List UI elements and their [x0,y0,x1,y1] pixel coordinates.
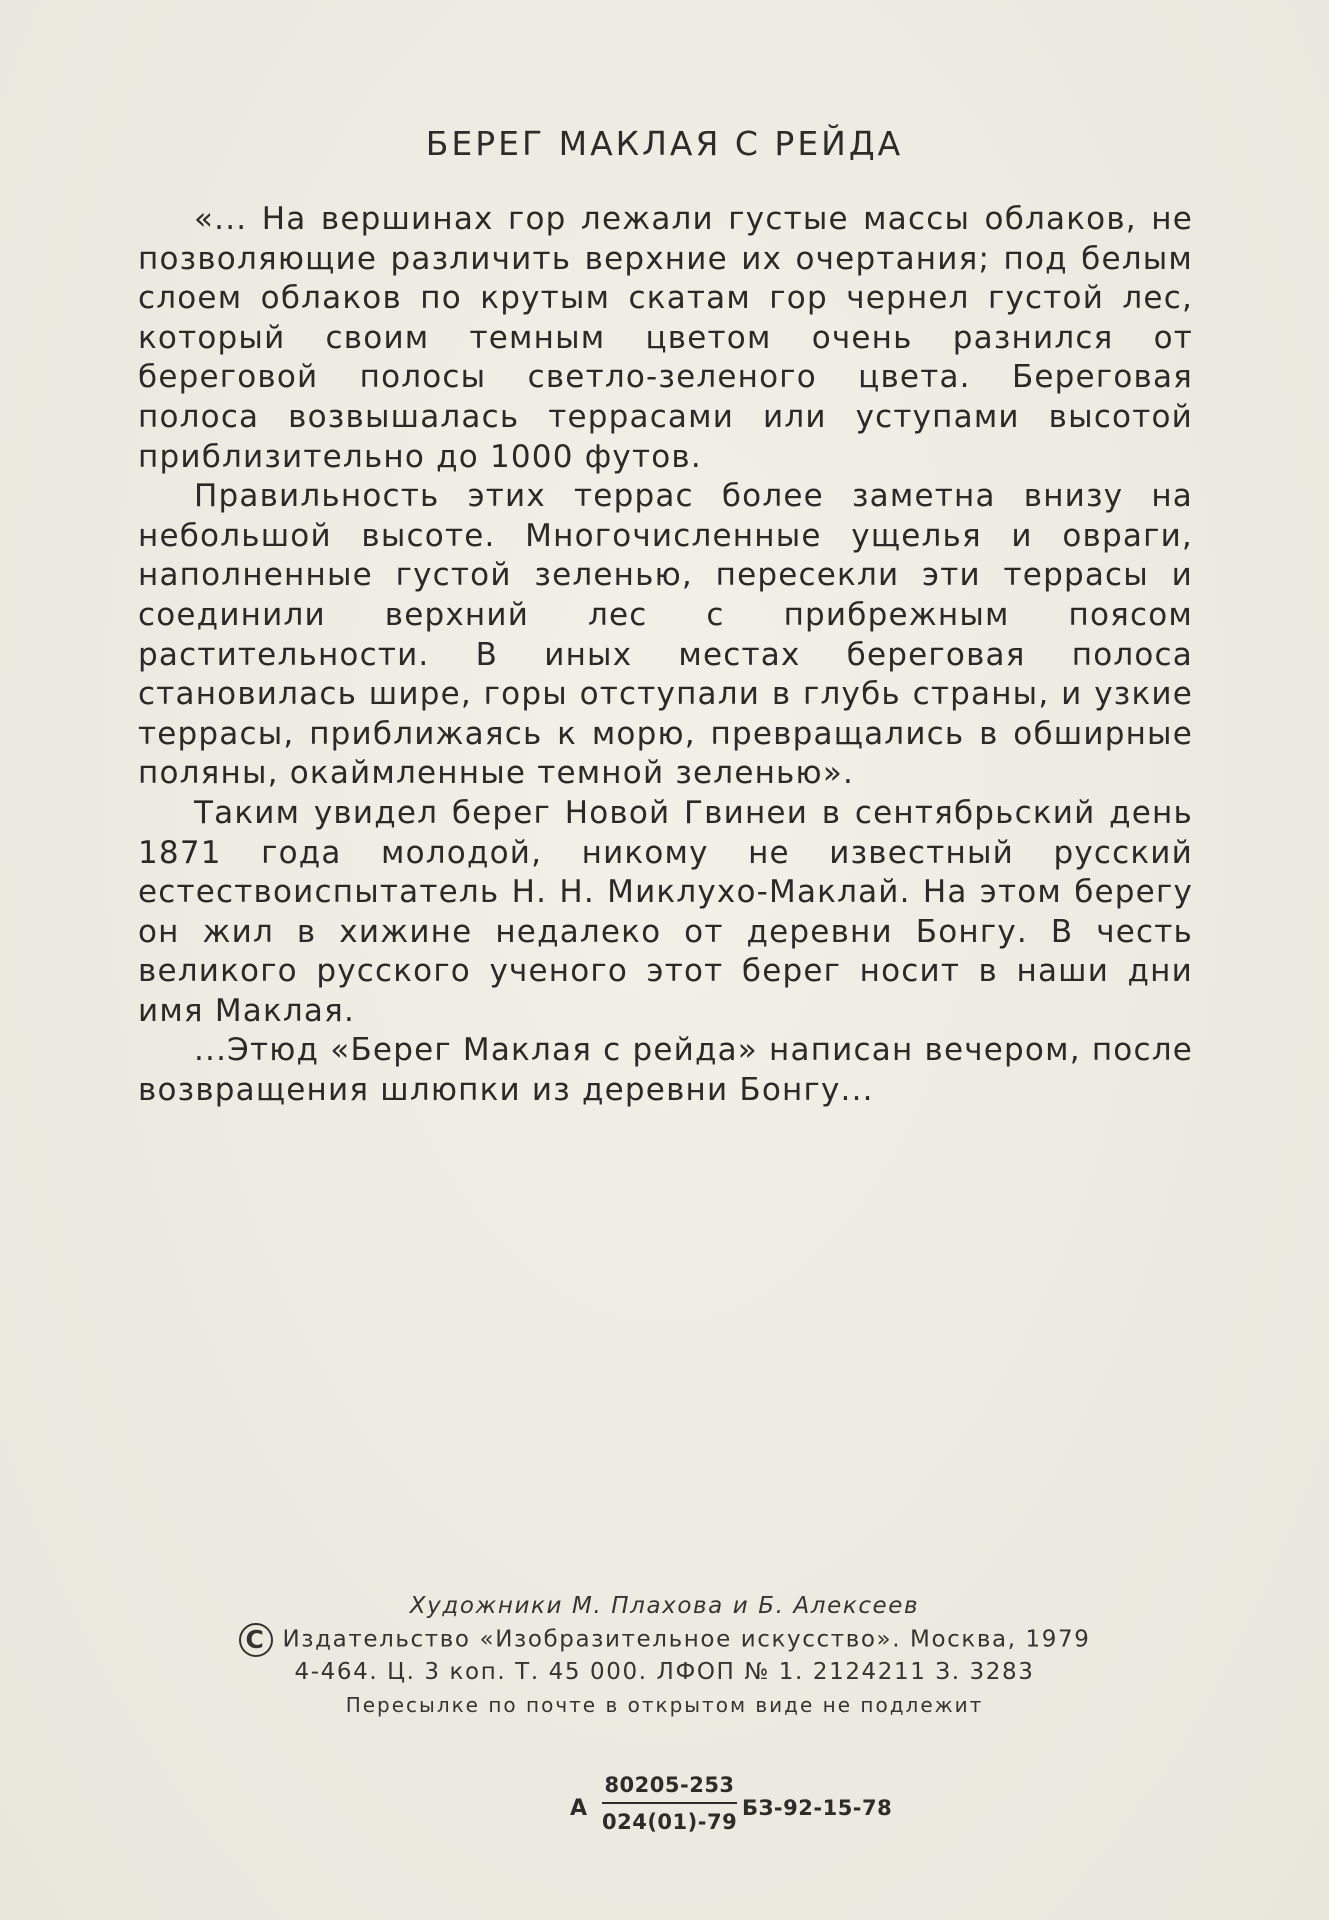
index-code: БЗ-92-15-78 [742,1796,893,1820]
publisher-row [0,1623,1329,1656]
page-title: БЕРЕГ МАКЛАЯ С РЕЙДА [425,124,904,163]
index-numerator: 80205-253 [604,1773,735,1797]
paragraph-1: «... На вершинах гор лежали густые массы облаков, не позволяющие различить верхние их очертания; под белым слоем облаков по крутым скатам гор чернел густой лес, который своим темным цветом очень разнился от береговой полосы светло-зеленого цвета. Береговая полоса возвышалась террасами или уступами высотой приблизительно до 1000 футов. [138,201,1193,475]
fraction-bar [602,1802,737,1804]
postal-note: Пересылке по почте в открытом виде не подлежит [345,1693,984,1717]
paragraph-3: Таким увидел берег Новой Гвинеи в сентябрьский день 1871 года молодой, никому не известный русский естествоиспытатель Н. Н. Миклухо-Маклай. На этом берегу он жил в хижине недалеко от деревни Бонгу. В честь великого русского ученого этот берег носит в наши дни имя Маклая. [138,794,1193,1029]
paragraph-2: Правильность этих террас более заметна внизу на небольшой высоте. Многочисленные ущелья и овраги, наполненные густой зеленью, пересекли эти террасы и соединили верхний лес с прибрежным поясом растительности. В иных местах береговая полоса становилась шире, горы отступали в глубь страны, и узкие террасы, приближаясь к морю, превращались в обширные поляны, окаймленные темной зеленью». [138,478,1193,792]
imprint [0,1590,1329,1722]
index-letter: А [570,1796,588,1821]
copyright-icon: C [239,1623,273,1657]
artists-credit: Художники М. Плахова и Б. Алексеев [409,1593,920,1619]
description-text [138,200,1193,1111]
publisher-line: Издательство «Изобразительное искусство». Москва, 1979 [282,1626,1091,1653]
paragraph-4: ...Этюд «Берег Маклая с рейда» написан вечером, после возвращения шлюпки из деревни Бонгу... [138,1032,1193,1109]
index-fraction [602,1770,737,1837]
print-info: 4-464. Ц. 3 коп. Т. 45 000. ЛФОП № 1. 2124211 З. 3283 [294,1659,1035,1685]
index-denominator: 024(01)-79 [602,1810,738,1834]
